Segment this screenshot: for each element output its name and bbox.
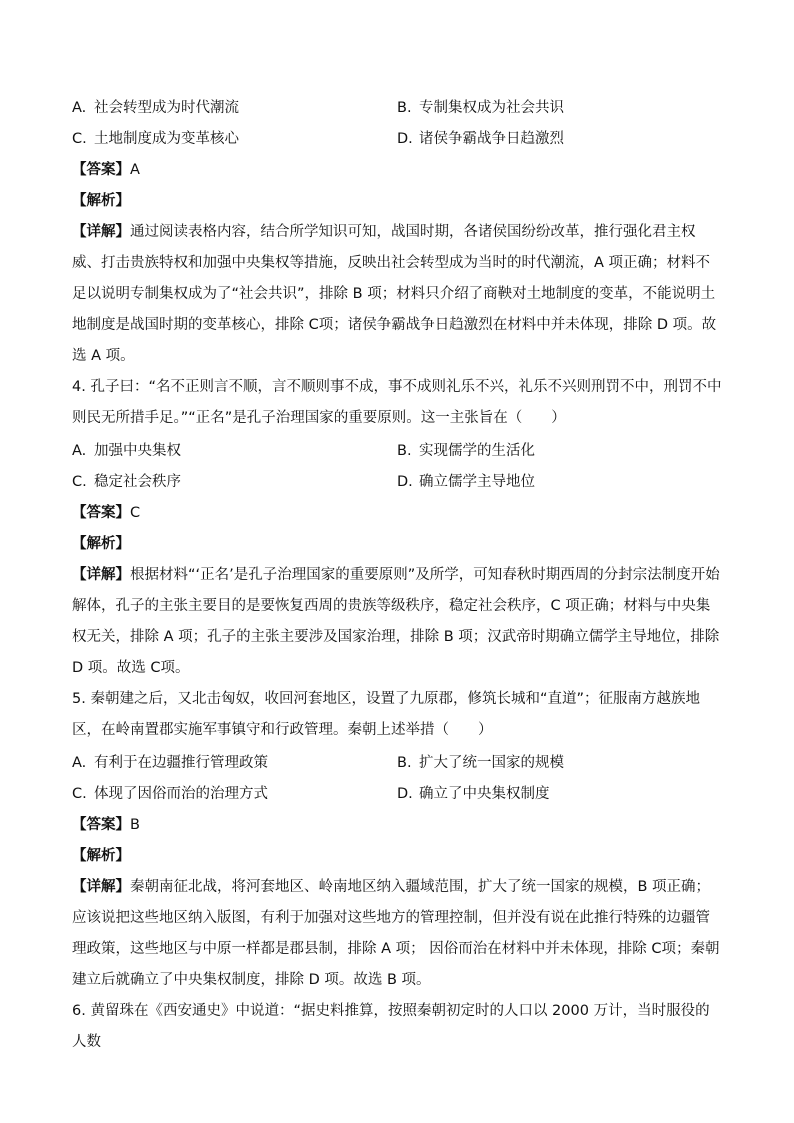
q4-answer: 【答案】C <box>72 505 141 521</box>
q6-stem: 6. 黄留珠在《西安通史》中说道：“据史料推算，按照秦朝初定时的人口以 2000 万计，当时服役的人数 <box>72 1003 710 1050</box>
q5-stem: 5. 秦朝建之后，又北击匈奴，收回河套地区，设置了九原郡，修筑长城和“直道”；征服南方越族地区，在岭南置郡实施军事镇守和行政管理。秦朝上述举措（ ） <box>72 691 700 738</box>
q3-option-d: D. 诸侯争霸战争日趋激烈 <box>397 131 564 147</box>
q4-option-c: C. 稳定社会秩序 <box>72 474 181 490</box>
q3-analysis-label: 【解析】 <box>72 193 130 209</box>
q3-option-c: C. 土地制度成为变革核心 <box>72 131 239 147</box>
q4-option-a: A. 加强中央集权 <box>72 443 181 459</box>
q3-option-b: B. 专制集权成为社会共识 <box>397 100 564 116</box>
q4-analysis-label: 【解析】 <box>72 536 130 552</box>
q3-option-a: A. 社会转型成为时代潮流 <box>72 100 239 116</box>
q5-option-b: B. 扩大了统一国家的规模 <box>397 755 564 771</box>
q5-detail: 【详解】秦朝南征北战，将河套地区、岭南地区纳入疆域范围，扩大了统一国家的规模，B 项正确；应该说把这些地区纳入版图，有利于加强对这些地方的管理控制，但并没有说在此推行特殊的边疆管理政策，这些地区与中原一样都是郡县制，排除 A 项； 因俗而治在材料中并未体现，排除 C项；秦朝建立后就确立了中央集权制度，排除 D 项。故选 B 项。 <box>72 879 720 988</box>
q5-option-c: C. 体现了因俗而治的治理方式 <box>72 786 268 802</box>
q5-analysis-label: 【解析】 <box>72 848 130 864</box>
q4-option-b: B. 实现儒学的生活化 <box>397 443 535 459</box>
q4-detail: 【详解】根据材料“‘正名’是孔子治理国家的重要原则”及所学，可知春秋时期西周的分封宗法制度开始解体，孔子的主张主要目的是要恢复西周的贵族等级秩序，稳定社会秩序，C 项正确；材料与中央集权无关，排除 A 项；孔子的主张主要涉及国家治理，排除 B 项；汉武帝时期确立儒学主导地位，排除 D 项。故选 C项。 <box>72 567 720 676</box>
q5-option-a: A. 有利于在边疆推行管理政策 <box>72 755 268 771</box>
q4-option-d: D. 确立儒学主导地位 <box>397 474 535 490</box>
q3-detail: 【详解】通过阅读表格内容，结合所学知识可知，战国时期，各诸侯国纷纷改革，推行强化君主权威、打击贵族特权和加强中央集权等措施，反映出社会转型成为当时的时代潮流，A 项正确；材料不足以说明专制集权成为了“社会共识”，排除 B 项；材料只介绍了商鞅对土地制度的变革，不能说明土地制度是战国时期的变革核心，排除 C项；诸侯争霸战争日趋激烈在材料中并未体现，排除 D 项。故选 A 项。 <box>72 224 717 364</box>
q3-answer: 【答案】A <box>72 162 140 178</box>
q5-option-d: D. 确立了中央集权制度 <box>397 786 550 802</box>
q5-answer: 【答案】B <box>72 817 140 833</box>
q4-stem: 4. 孔子曰：“名不正则言不顺，言不顺则事不成，事不成则礼乐不兴，礼乐不兴则刑罚不中，刑罚不中则民无所措手足。”“正名”是孔子治理国家的重要原则。这一主张旨在（ ） <box>72 379 722 426</box>
